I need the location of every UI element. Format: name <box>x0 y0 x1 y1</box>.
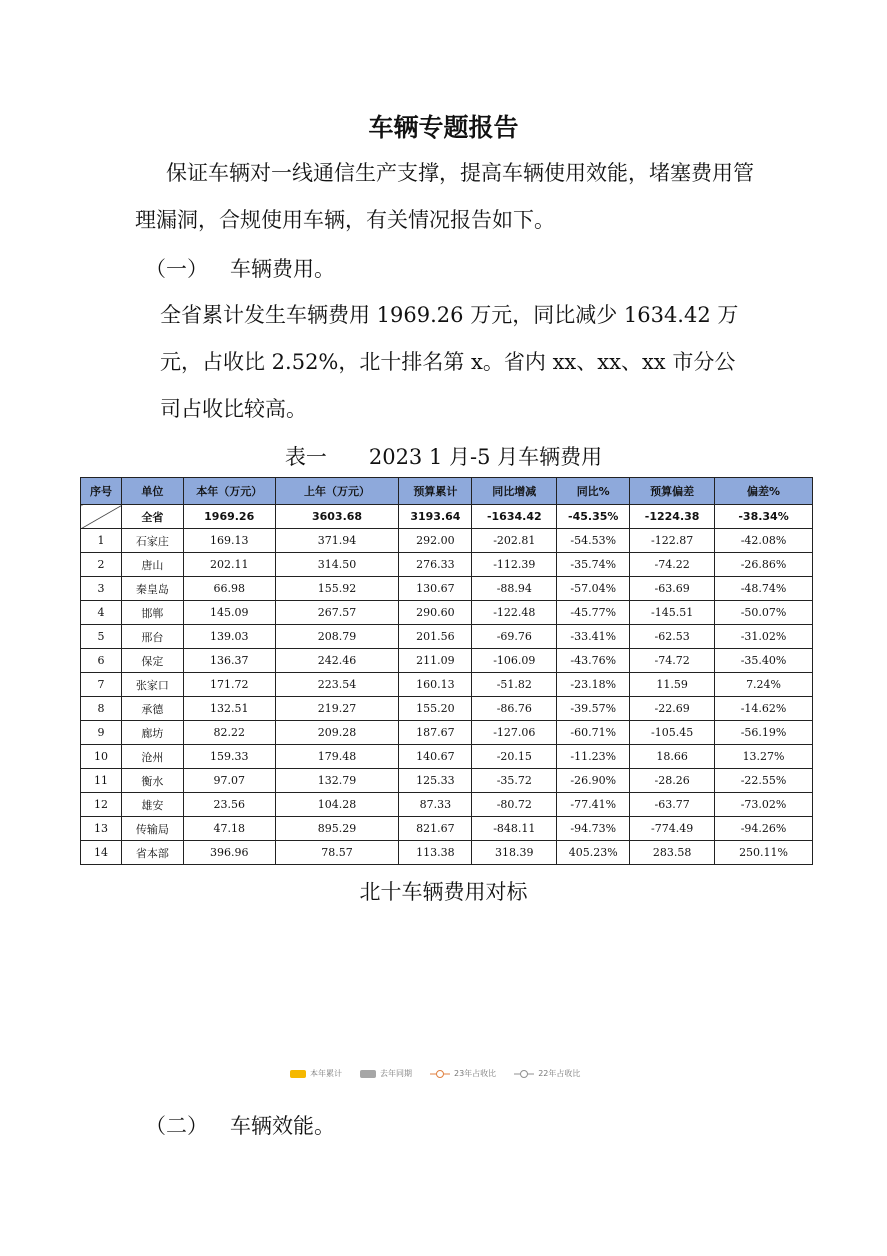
table-header-cell: 同比% <box>557 478 630 505</box>
table-cell: 145.09 <box>183 601 275 625</box>
table-cell: 9 <box>81 721 122 745</box>
table-cell: -122.48 <box>472 601 557 625</box>
table-cell: 石家庄 <box>121 529 183 553</box>
table-cell: 290.60 <box>399 601 472 625</box>
table-row <box>81 697 813 721</box>
table-cell: 18.66 <box>630 745 715 769</box>
table-cell: 传输局 <box>121 817 183 841</box>
table-cell: 省本部 <box>121 841 183 865</box>
table-cell: -33.41% <box>557 625 630 649</box>
table-cell: 87.33 <box>399 793 472 817</box>
table-cell: -60.71% <box>557 721 630 745</box>
table-cell: 132.51 <box>183 697 275 721</box>
table-cell: -43.76% <box>557 649 630 673</box>
table-cell: -88.94 <box>472 577 557 601</box>
table-cell: 沧州 <box>121 745 183 769</box>
table-cell: 132.79 <box>275 769 399 793</box>
table-cell: -774.49 <box>630 817 715 841</box>
table-cell: 155.20 <box>399 697 472 721</box>
table-cell: 113.38 <box>399 841 472 865</box>
table-cell: 邯郸 <box>121 601 183 625</box>
table-cell: -112.39 <box>472 553 557 577</box>
table-cell: 219.27 <box>275 697 399 721</box>
table-cell: 223.54 <box>275 673 399 697</box>
section-heading-1 <box>145 253 335 283</box>
table-cell: 371.94 <box>275 529 399 553</box>
table-cell: 13.27% <box>715 745 813 769</box>
table-cell: 242.46 <box>275 649 399 673</box>
vehicle-cost-table <box>80 477 813 865</box>
table-cell: -57.04% <box>557 577 630 601</box>
chart-legend <box>290 1068 580 1079</box>
table-row <box>81 553 813 577</box>
table-cell: 14 <box>81 841 122 865</box>
section-2-number: （二） <box>145 1114 208 1138</box>
table-header-cell: 单位 <box>121 478 183 505</box>
table-cell: 139.03 <box>183 625 275 649</box>
table-cell: 13 <box>81 817 122 841</box>
table-cell: 6 <box>81 649 122 673</box>
table-cell: -69.76 <box>472 625 557 649</box>
table-cell: 201.56 <box>399 625 472 649</box>
table-cell: -1634.42 <box>472 505 557 529</box>
table-cell: 211.09 <box>399 649 472 673</box>
table-cell: 秦皇岛 <box>121 577 183 601</box>
table-cell: -45.77% <box>557 601 630 625</box>
table-cell: 47.18 <box>183 817 275 841</box>
table-row <box>81 649 813 673</box>
legend-label: 去年同期 <box>380 1069 412 1078</box>
table-cell: 7 <box>81 673 122 697</box>
table-cell: -22.69 <box>630 697 715 721</box>
table-cell: 895.29 <box>275 817 399 841</box>
legend-label: 22年占收比 <box>538 1069 581 1078</box>
table-cell: 130.67 <box>399 577 472 601</box>
table-row <box>81 529 813 553</box>
table-cell: 209.28 <box>275 721 399 745</box>
table-cell: 396.96 <box>183 841 275 865</box>
table-cell: -74.22 <box>630 553 715 577</box>
table-cell: 171.72 <box>183 673 275 697</box>
table-cell: -51.82 <box>472 673 557 697</box>
table-cell: 169.13 <box>183 529 275 553</box>
table-cell: -20.15 <box>472 745 557 769</box>
table-total-row <box>81 505 813 529</box>
table-cell: -28.26 <box>630 769 715 793</box>
table-cell: -74.72 <box>630 649 715 673</box>
table-cell: -26.90% <box>557 769 630 793</box>
table-cell: 202.11 <box>183 553 275 577</box>
table-cell: -63.77 <box>630 793 715 817</box>
table-cell: 160.13 <box>399 673 472 697</box>
table-cell: -63.69 <box>630 577 715 601</box>
legend-item <box>514 1068 580 1079</box>
table-cell: 唐山 <box>121 553 183 577</box>
report-title: 车辆专题报告 <box>368 113 519 142</box>
table-cell: -848.11 <box>472 817 557 841</box>
table-header-cell: 序号 <box>81 478 122 505</box>
legend-swatch-icon <box>290 1070 306 1078</box>
table-cell: -73.02% <box>715 793 813 817</box>
table-caption: 表一 2023 1 月-5 月车辆费用 <box>284 445 603 469</box>
table-cell: -45.35% <box>557 505 630 529</box>
table-cell: 250.11% <box>715 841 813 865</box>
table-row <box>81 577 813 601</box>
table-cell: -22.55% <box>715 769 813 793</box>
table-cell: -145.51 <box>630 601 715 625</box>
table-cell: 104.28 <box>275 793 399 817</box>
table-cell: 12 <box>81 793 122 817</box>
table-header-cell: 上年（万元） <box>275 478 399 505</box>
table-cell: -80.72 <box>472 793 557 817</box>
table-cell: -86.76 <box>472 697 557 721</box>
table-header-cell: 同比增减 <box>472 478 557 505</box>
table-cell: -1224.38 <box>630 505 715 529</box>
section-1-title: 车辆费用。 <box>230 257 335 281</box>
table-cell: -50.07% <box>715 601 813 625</box>
table-cell: 187.67 <box>399 721 472 745</box>
table-cell: -48.74% <box>715 577 813 601</box>
table-cell: -56.19% <box>715 721 813 745</box>
table-cell: 2 <box>81 553 122 577</box>
table-row <box>81 601 813 625</box>
table-cell: 405.23% <box>557 841 630 865</box>
table-cell: -106.09 <box>472 649 557 673</box>
table-cell: 155.92 <box>275 577 399 601</box>
table-cell: 276.33 <box>399 553 472 577</box>
legend-item <box>290 1068 342 1079</box>
table-cell: 7.24% <box>715 673 813 697</box>
table-header-cell: 预算偏差 <box>630 478 715 505</box>
table-cell: 136.37 <box>183 649 275 673</box>
table-cell: 125.33 <box>399 769 472 793</box>
table-cell: 8 <box>81 697 122 721</box>
table-cell: -35.72 <box>472 769 557 793</box>
table-header-cell: 预算累计 <box>399 478 472 505</box>
table-row <box>81 769 813 793</box>
table-cell: 3193.64 <box>399 505 472 529</box>
table-cell: 廊坊 <box>121 721 183 745</box>
table-cell: 保定 <box>121 649 183 673</box>
table-cell: 283.58 <box>630 841 715 865</box>
section-1-number: （一） <box>145 257 208 281</box>
legend-line-marker-icon <box>430 1069 450 1079</box>
legend-label: 23年占收比 <box>454 1069 497 1078</box>
table-cell: -105.45 <box>630 721 715 745</box>
table-cell: 82.22 <box>183 721 275 745</box>
table-cell: -35.74% <box>557 553 630 577</box>
table-row <box>81 625 813 649</box>
legend-line-marker-icon <box>514 1069 534 1079</box>
table-cell: 全省 <box>121 505 183 529</box>
table-cell: -26.86% <box>715 553 813 577</box>
table-cell: -42.08% <box>715 529 813 553</box>
table-header-cell: 偏差% <box>715 478 813 505</box>
table-cell: -94.73% <box>557 817 630 841</box>
table-cell: 318.39 <box>472 841 557 865</box>
table-cell: 承德 <box>121 697 183 721</box>
table-cell: 821.67 <box>399 817 472 841</box>
table-cell: 3603.68 <box>275 505 399 529</box>
table-cell: 140.67 <box>399 745 472 769</box>
legend-swatch-icon <box>360 1070 376 1078</box>
table-cell: -14.62% <box>715 697 813 721</box>
table-cell: 78.57 <box>275 841 399 865</box>
table-row <box>81 841 813 865</box>
table-row <box>81 721 813 745</box>
table-row <box>81 793 813 817</box>
table-cell: -122.87 <box>630 529 715 553</box>
table-cell: -202.81 <box>472 529 557 553</box>
table-cell: 邢台 <box>121 625 183 649</box>
table-cell: -31.02% <box>715 625 813 649</box>
table-cell: -39.57% <box>557 697 630 721</box>
table-cell: 衡水 <box>121 769 183 793</box>
legend-item <box>360 1068 412 1079</box>
chart-caption: 北十车辆费用对标 <box>359 880 528 904</box>
table-cell: 1969.26 <box>183 505 275 529</box>
diagonal-cell <box>81 505 122 529</box>
table-cell: 159.33 <box>183 745 275 769</box>
legend-item <box>430 1068 496 1079</box>
table-header-row <box>81 478 813 505</box>
table-cell: 1 <box>81 529 122 553</box>
table-header-cell: 本年（万元） <box>183 478 275 505</box>
table-row <box>81 745 813 769</box>
table-cell: 66.98 <box>183 577 275 601</box>
table-cell: -35.40% <box>715 649 813 673</box>
table-cell: 5 <box>81 625 122 649</box>
table-row <box>81 673 813 697</box>
table-cell: 3 <box>81 577 122 601</box>
cost-paragraph: 全省累计发生车辆费用 1969.26 万元，同比减少 1634.42 万元，占收比 2.52%，北十排名第 x。省内 xx、xx、xx 市分公司占收比较高。 <box>160 303 739 421</box>
table-cell: -94.26% <box>715 817 813 841</box>
table-cell: 208.79 <box>275 625 399 649</box>
table-cell: 雄安 <box>121 793 183 817</box>
intro-paragraph: 保证车辆对一线通信生产支撑，提高车辆使用效能，堵塞费用管理漏洞，合规使用车辆，有关情况报告如下。 <box>135 161 754 232</box>
table-cell: 11.59 <box>630 673 715 697</box>
section-2-title: 车辆效能。 <box>230 1114 335 1138</box>
table-cell: -127.06 <box>472 721 557 745</box>
table-cell: 97.07 <box>183 769 275 793</box>
table-cell: 179.48 <box>275 745 399 769</box>
table-cell: 11 <box>81 769 122 793</box>
table-cell: -77.41% <box>557 793 630 817</box>
table-cell: -11.23% <box>557 745 630 769</box>
table-cell: -54.53% <box>557 529 630 553</box>
section-heading-2 <box>145 1110 335 1140</box>
table-cell: -23.18% <box>557 673 630 697</box>
table-cell: -62.53 <box>630 625 715 649</box>
table-cell: 4 <box>81 601 122 625</box>
table-cell: -38.34% <box>715 505 813 529</box>
table-row <box>81 817 813 841</box>
table-cell: 张家口 <box>121 673 183 697</box>
table-cell: 314.50 <box>275 553 399 577</box>
table-cell: 10 <box>81 745 122 769</box>
table-cell: 267.57 <box>275 601 399 625</box>
table-cell: 292.00 <box>399 529 472 553</box>
legend-label: 本年累计 <box>310 1069 342 1078</box>
table-cell: 23.56 <box>183 793 275 817</box>
